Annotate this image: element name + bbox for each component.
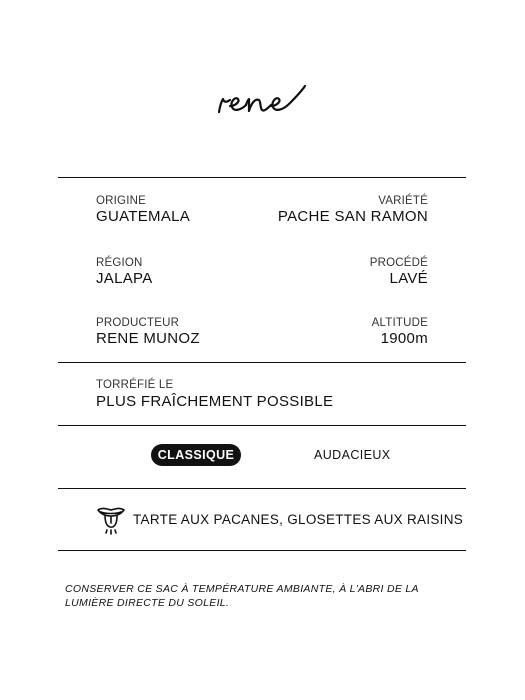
- roast-value: PLUS FRAÎCHEMENT POSSIBLE: [96, 393, 334, 410]
- region-label: RÉGION: [96, 257, 143, 269]
- tasting-notes: TARTE AUX PACANES, GLOSETTES AUX RAISINS: [133, 512, 464, 527]
- process-value: LAVÉ: [389, 270, 428, 287]
- profile-option-audacieux[interactable]: AUDACIEUX: [314, 448, 391, 462]
- divider-bottom: [58, 550, 466, 551]
- storage-instructions: CONSERVER CE SAC À TEMPÉRATURE AMBIANTE, À L'ABRI DE LA LUMIÈRE DIRECTE DU SOLEIL.: [65, 583, 419, 609]
- divider-details: [58, 362, 466, 363]
- process-label: PROCÉDÉ: [369, 257, 428, 269]
- profile-option-classique[interactable]: [151, 444, 241, 466]
- tongue-icon: [96, 505, 126, 535]
- rene-logo: [215, 84, 311, 120]
- altitude-value: 1900m: [380, 330, 428, 347]
- roast-label: TORRÉFIÉ LE: [96, 379, 174, 391]
- variety-label: VARIÉTÉ: [378, 195, 428, 207]
- variety-value: PACHE SAN RAMON: [277, 208, 428, 225]
- region-value: JALAPA: [96, 270, 153, 287]
- divider-profile: [58, 488, 466, 489]
- divider-top: [58, 177, 466, 178]
- divider-roast: [58, 425, 466, 426]
- producer-label: PRODUCTEUR: [96, 317, 180, 329]
- profile-option-label: CLASSIQUE: [157, 448, 235, 462]
- altitude-label: ALTITUDE: [371, 317, 428, 329]
- origin-label: ORIGINE: [96, 195, 146, 207]
- origin-value: GUATEMALA: [96, 208, 191, 225]
- producer-value: RENE MUNOZ: [96, 330, 200, 347]
